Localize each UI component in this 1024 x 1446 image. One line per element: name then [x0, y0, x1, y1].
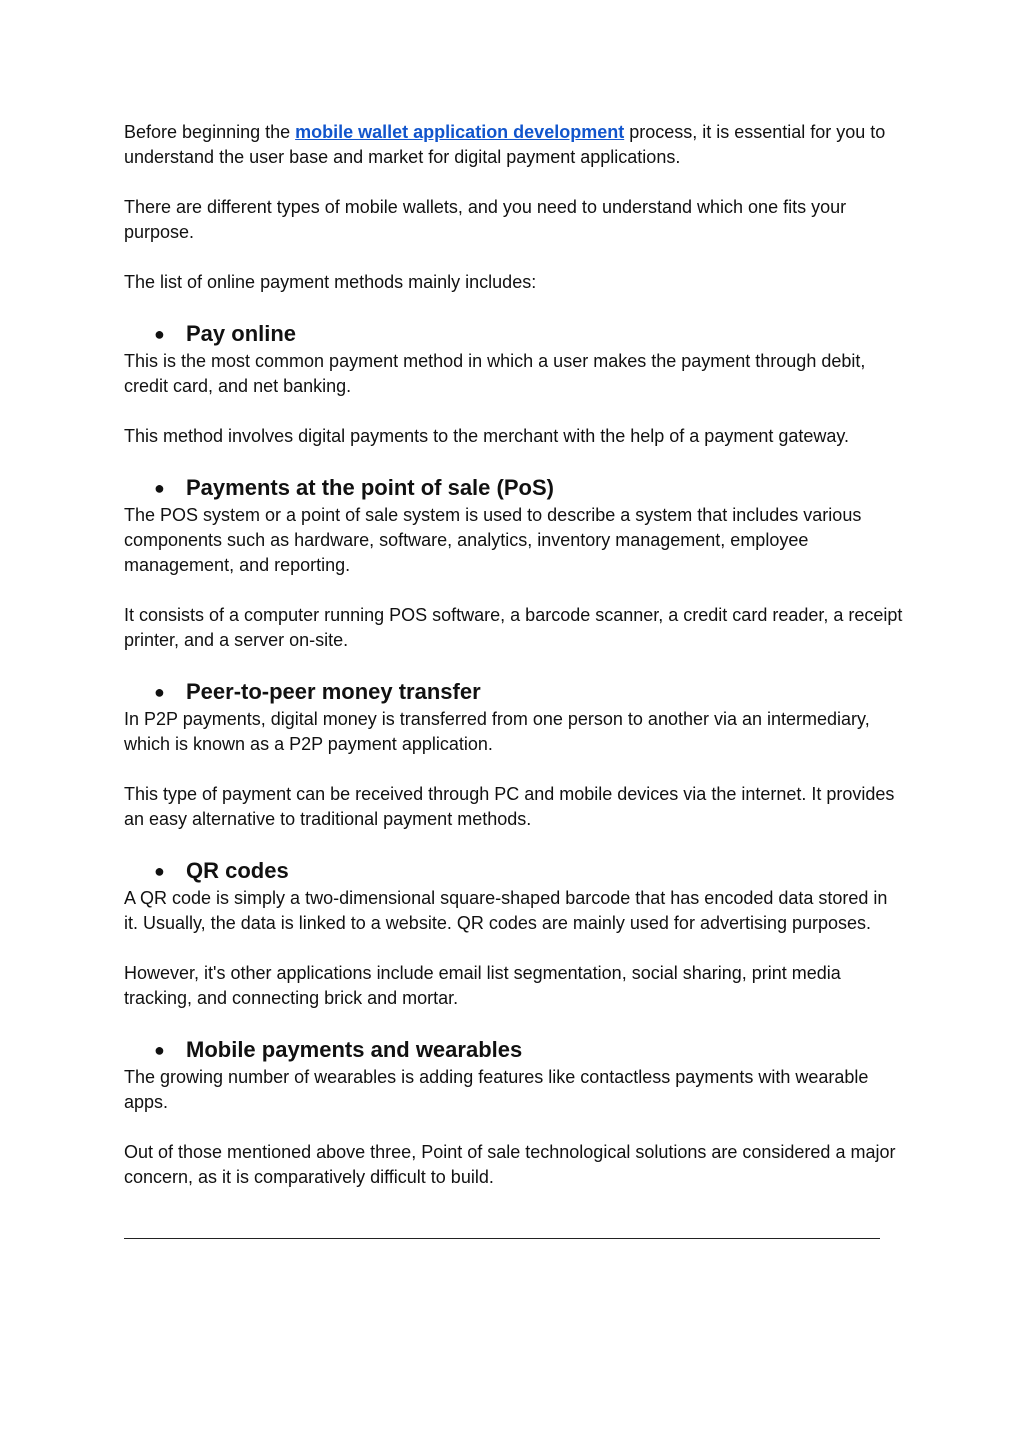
section-heading-text: Mobile payments and wearables — [186, 1037, 523, 1062]
paragraph-gap — [124, 936, 904, 961]
paragraph-gap — [124, 578, 904, 603]
section-paragraph: It consists of a computer running POS software, a barcode scanner, a credit card reader, a receipt printer, and a server on-site. — [124, 605, 903, 650]
section-heading-text: QR codes — [186, 858, 289, 883]
paragraph-gap — [124, 399, 904, 424]
bullet-icon: ● — [154, 682, 165, 702]
section-paragraph: This method involves digital payments to the merchant with the help of a payment gateway. — [124, 426, 850, 446]
section-heading-qr-codes — [124, 856, 904, 886]
section-paragraph: The growing number of wearables is adding features like contactless payments with wearable apps. — [124, 1067, 869, 1112]
section-paragraph: This is the most common payment method in which a user makes the payment through debit, credit card, and net banking. — [124, 351, 866, 396]
section-heading-mobile-wearables — [124, 1035, 904, 1065]
section-heading-point-of-sale — [124, 473, 904, 503]
section-paragraph: A QR code is simply a two-dimensional square-shaped barcode that has encoded data stored in it. Usually, the data is linked to a website. QR codes are mainly used for advertising purposes. — [124, 888, 888, 933]
intro-paragraph-3: The list of online payment methods mainly includes: — [124, 272, 537, 292]
paragraph-gap — [124, 757, 904, 782]
intro-text-after-link: process, it is essential for you to understand the user base and market for digital payment applications. — [124, 122, 886, 167]
paragraph-gap — [124, 1115, 904, 1140]
bullet-icon: ● — [154, 1040, 165, 1060]
paragraph-gap — [124, 245, 904, 270]
section-heading-peer-to-peer — [124, 677, 904, 707]
intro-paragraph-1 — [124, 120, 904, 170]
horizontal-rule — [124, 1238, 880, 1239]
document-page — [124, 120, 904, 1239]
intro-paragraph-2: There are different types of mobile wallets, and you need to understand which one fits your purpose. — [124, 197, 847, 242]
section-paragraph: The POS system or a point of sale system is used to describe a system that includes various components such as hardware, software, analytics, inventory management, employee management, and reporting. — [124, 505, 862, 575]
section-paragraph: Out of those mentioned above three, Point of sale technological solutions are considered a major concern, as it is comparatively difficult to build. — [124, 1142, 896, 1187]
section-heading-text: Payments at the point of sale (PoS) — [186, 475, 554, 500]
bullet-icon: ● — [154, 861, 165, 881]
paragraph-gap — [124, 170, 904, 195]
section-heading-text: Pay online — [186, 321, 297, 346]
mobile-wallet-development-link[interactable]: mobile wallet application development — [295, 122, 625, 142]
bullet-icon: ● — [154, 324, 165, 344]
intro-text-before-link: Before beginning the — [124, 122, 296, 142]
section-paragraph: However, it's other applications include email list segmentation, social sharing, print media tracking, and connecting brick and mortar. — [124, 963, 841, 1008]
section-paragraph: This type of payment can be received through PC and mobile devices via the internet. It provides an easy alternative to traditional payment methods. — [124, 784, 895, 829]
bullet-icon: ● — [154, 478, 165, 498]
section-heading-pay-online — [124, 319, 904, 349]
section-paragraph: In P2P payments, digital money is transferred from one person to another via an intermediary, which is known as a P2P payment application. — [124, 709, 870, 754]
section-heading-text: Peer-to-peer money transfer — [186, 679, 481, 704]
